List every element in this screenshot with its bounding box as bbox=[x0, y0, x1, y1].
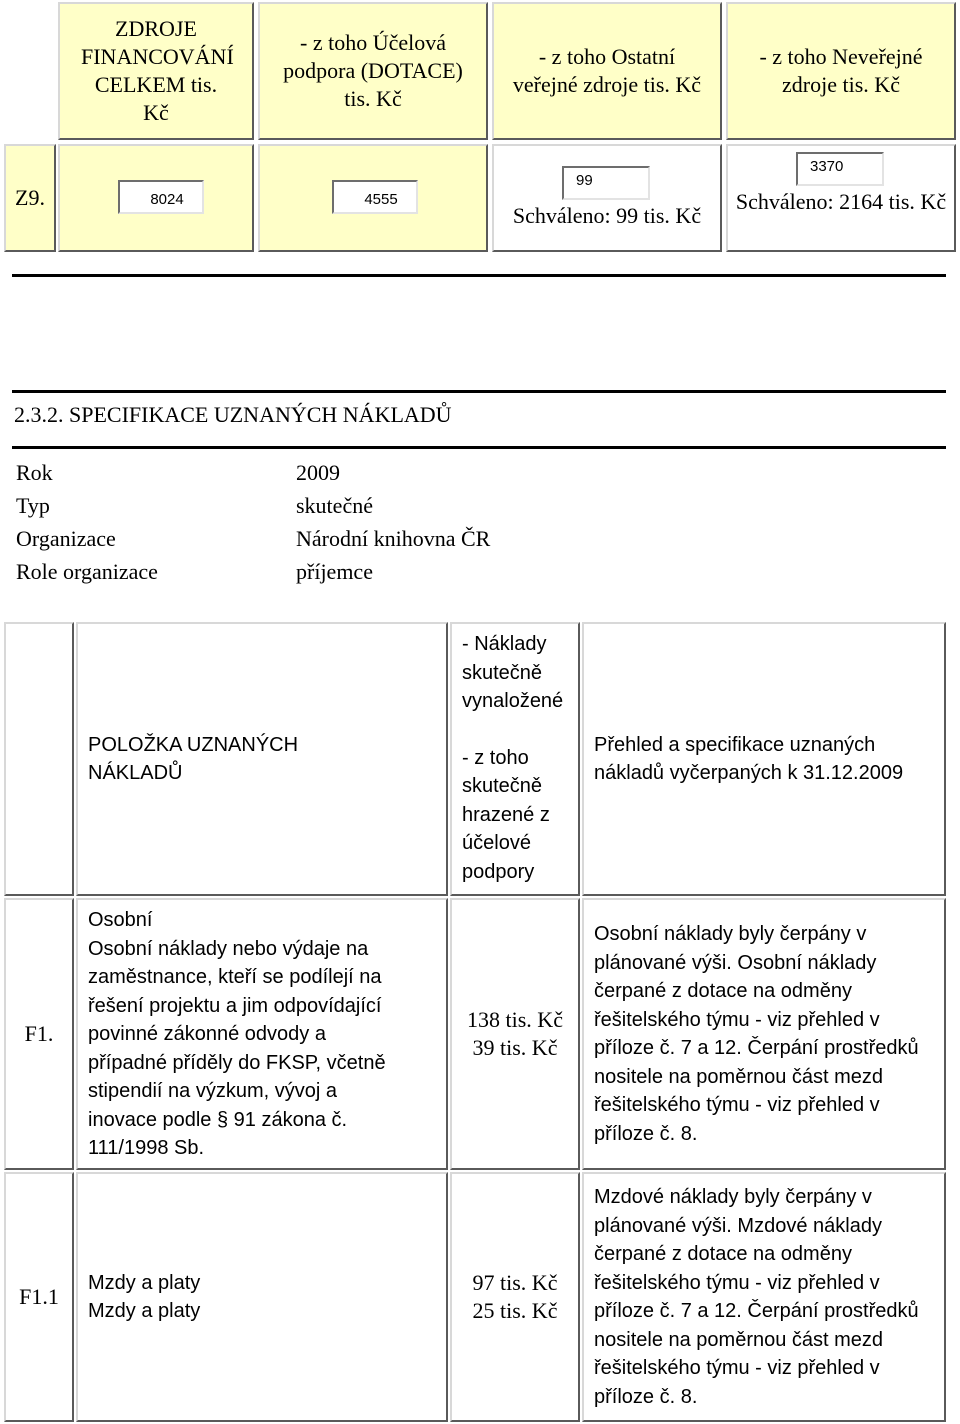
field-value-typ: skutečné bbox=[296, 493, 373, 518]
cost-header-amounts bbox=[450, 622, 580, 896]
ostatni-input[interactable]: 99 bbox=[562, 166, 650, 200]
row-f11-name: Mzdy a platy bbox=[88, 1271, 201, 1294]
row-f11-code: F1.1 bbox=[19, 1284, 59, 1309]
row-f1-code-cell bbox=[4, 898, 74, 1170]
row-f11-item-cell bbox=[76, 1172, 448, 1422]
row-f11-covered: 25 tis. Kč bbox=[472, 1298, 558, 1323]
dotace-cell bbox=[258, 144, 488, 252]
field-value-organizace: Národní knihovna ČR bbox=[296, 526, 491, 551]
header-ostatni bbox=[492, 2, 722, 140]
total-cell bbox=[58, 144, 254, 252]
divider-title-bottom bbox=[12, 446, 946, 449]
field-value-rok: 2009 bbox=[296, 460, 340, 485]
cost-header-item bbox=[76, 622, 448, 896]
row-f11-overview: Mzdové náklady byly čerpány v plánované výši. Mzdové náklady čerpané z dotace na odměny řešitelského týmu - viz přehled v příloze č. 7 a 12. Čerpání prostředků nositele na poměrnou část mezd řešitelského týmu - viz přehled v příloze č. 8. bbox=[594, 1186, 919, 1408]
row-f1-item-cell bbox=[76, 898, 448, 1170]
neverejne-input[interactable]: 3370 bbox=[796, 152, 884, 186]
row-f1-covered: 39 tis. Kč bbox=[472, 1035, 558, 1060]
row-f11-spent: 97 tis. Kč bbox=[472, 1270, 558, 1295]
header-total-label: ZDROJE FINANCOVÁNÍ CELKEM tis. Kč bbox=[81, 16, 234, 125]
row-f11-amount-cell bbox=[450, 1172, 580, 1422]
row-code-cell bbox=[4, 144, 56, 252]
cost-header-covered: - z toho skutečně hrazené z účelové podpory bbox=[462, 746, 550, 883]
header-neverejne bbox=[726, 2, 956, 140]
field-label-typ: Typ bbox=[16, 493, 50, 518]
field-label-organizace: Organizace bbox=[16, 526, 116, 551]
ostatni-cell bbox=[492, 144, 722, 252]
row-f1-amount-cell bbox=[450, 898, 580, 1170]
row-f1-overview: Osobní náklady byly čerpány v plánované výši. Osobní náklady čerpané z dotace na odměny řešitelského týmu - viz přehled v příloze č. 7 a 12. Čerpání prostředků nositele na poměrnou část mezd řešitelského týmu - viz přehled v příloze č. 8. bbox=[594, 923, 919, 1145]
cost-header-item-label: POLOŽKA UZNANÝCH NÁKLADŮ bbox=[88, 733, 299, 784]
row-f1-overview-cell bbox=[582, 898, 946, 1170]
header-neverejne-label: - z toho Neveřejné zdroje tis. Kč bbox=[759, 44, 923, 97]
total-input[interactable]: 8024 bbox=[118, 180, 204, 214]
row-f1-name: Osobní bbox=[88, 909, 153, 931]
section-title: 2.3.2. SPECIFIKACE UZNANÝCH NÁKLADŮ bbox=[14, 402, 452, 427]
row-f1-code: F1. bbox=[24, 1020, 54, 1046]
ostatni-approved: Schváleno: 99 tis. Kč bbox=[512, 203, 702, 228]
row-f11-description: Mzdy a platy bbox=[88, 1300, 201, 1322]
cost-header-overview-label: Přehled a specifikace uznaných nákladů vyčerpaných k 31.12.2009 bbox=[594, 733, 904, 784]
header-dotace-label: - z toho Účelová podpora (DOTACE) tis. Kč bbox=[283, 30, 463, 111]
row-f1-description: Osobní náklady nebo výdaje na zaměstnance, kteří se podílejí na řešení projektu a jim odpovídající povinné zákonné odvody a případné příděly do FKSP, včetně stipendií na výzkum, vývoj a inovace podle § 91 zákona č. 111/1998 Sb. bbox=[88, 937, 386, 1159]
header-dotace bbox=[258, 2, 488, 140]
row-f11-code-cell bbox=[4, 1172, 74, 1422]
field-value-role: příjemce bbox=[296, 559, 373, 584]
row-f1-spent: 138 tis. Kč bbox=[467, 1007, 563, 1032]
divider-top bbox=[12, 274, 946, 277]
cost-header-overview bbox=[582, 622, 946, 896]
row-f11-overview-cell bbox=[582, 1172, 946, 1422]
cost-header-spent: - Náklady skutečně vynaložené bbox=[462, 633, 564, 712]
neverejne-approved: Schváleno: 2164 tis. Kč bbox=[735, 189, 947, 214]
dotace-input[interactable]: 4555 bbox=[332, 180, 418, 214]
divider-title-top bbox=[12, 390, 946, 393]
neverejne-cell bbox=[726, 144, 956, 252]
cost-header-code bbox=[4, 622, 74, 896]
field-label-rok: Rok bbox=[16, 460, 53, 485]
header-ostatni-label: - z toho Ostatní veřejné zdroje tis. Kč bbox=[512, 44, 702, 97]
field-label-role: Role organizace bbox=[16, 559, 158, 584]
header-total bbox=[58, 2, 254, 140]
row-code: Z9. bbox=[15, 185, 45, 210]
